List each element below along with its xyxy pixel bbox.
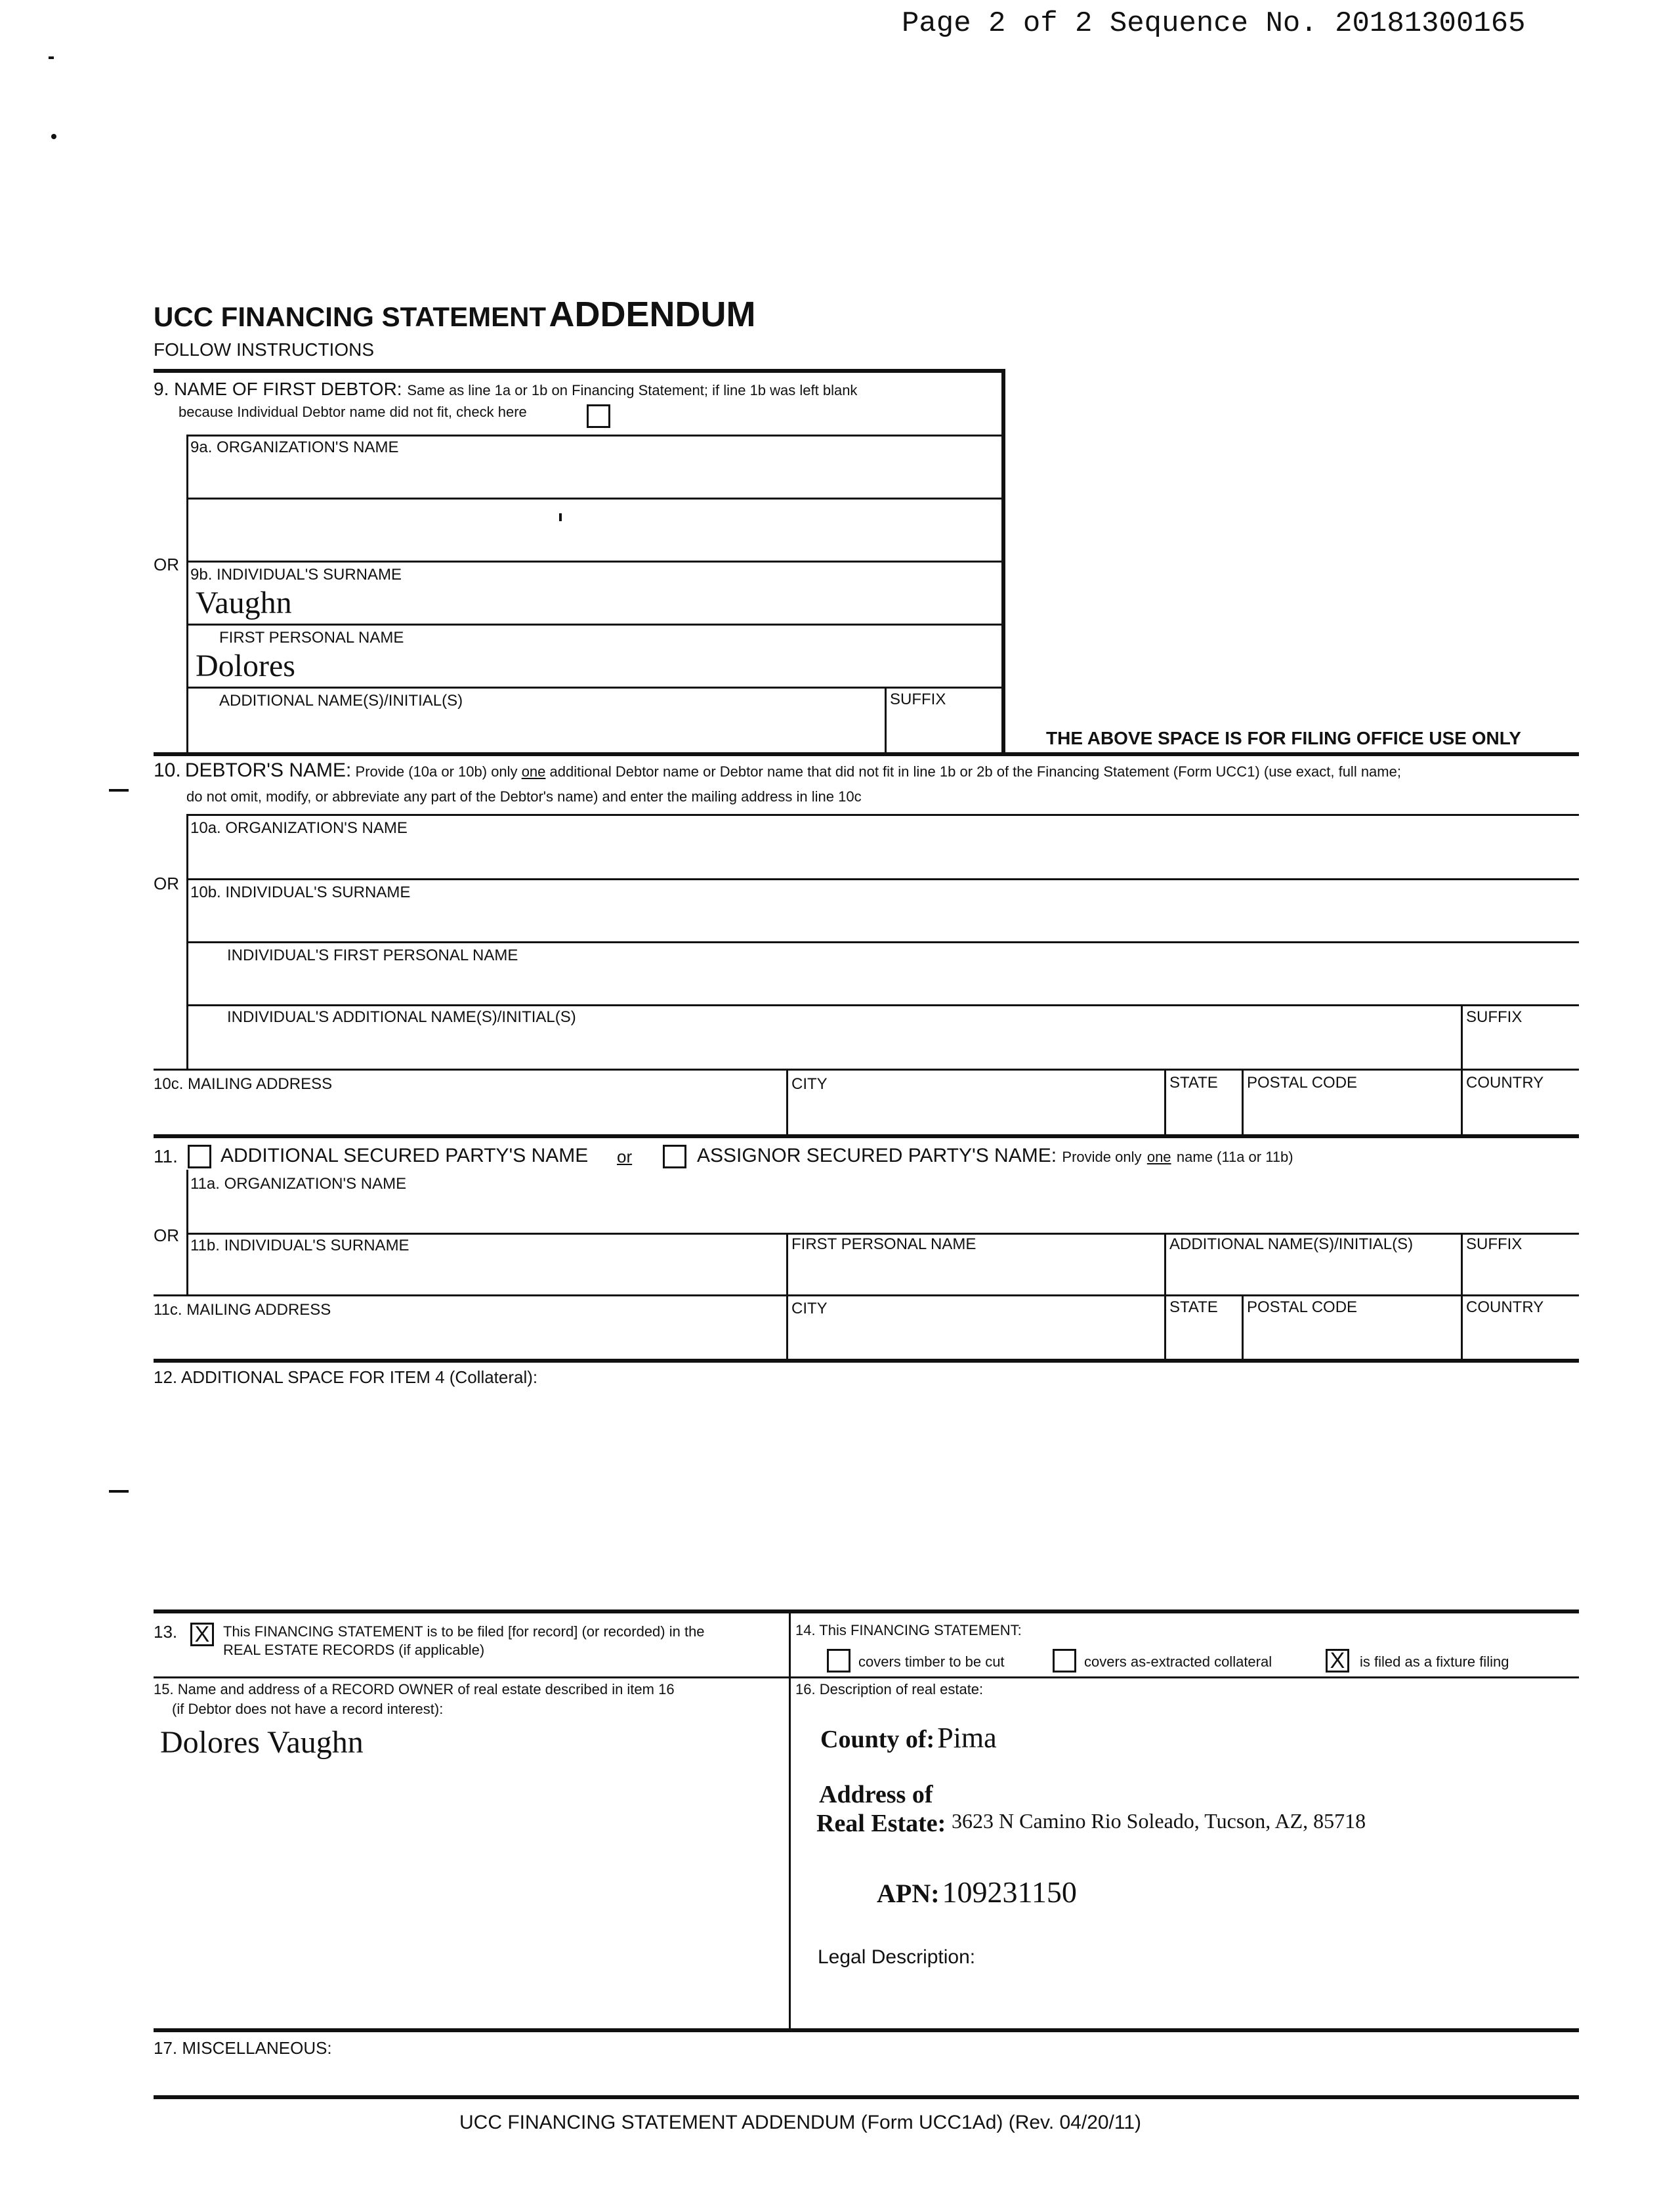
- or-label: OR: [154, 1225, 179, 1245]
- footer-rule: [154, 2095, 1579, 2099]
- form-title: [154, 294, 756, 335]
- scan-mark: [109, 1490, 129, 1493]
- rule: [786, 1070, 788, 1136]
- rule: [786, 1233, 788, 1360]
- item10-instruction-line2: do not omit, modify, or abbreviate any part of the Debtor's name) and enter the mailing address in line 10c: [186, 788, 862, 805]
- item10c-mailing-label: 10c. MAILING ADDRESS: [154, 1075, 333, 1093]
- item14-as-extracted-checkbox[interactable]: [1053, 1649, 1076, 1673]
- item10-number: 10.: [154, 759, 181, 781]
- item16-apn-value: 109231150: [942, 1875, 1077, 1909]
- rule: [186, 941, 1579, 943]
- rule: [186, 561, 1001, 563]
- item17-label: 17. MISCELLANEOUS:: [154, 2038, 332, 2058]
- office-use-notice: THE ABOVE SPACE IS FOR FILING OFFICE USE ONLY: [1046, 728, 1521, 748]
- rule: [789, 1612, 791, 2030]
- item11c-mailing-label: 11c. MAILING ADDRESS: [154, 1301, 331, 1319]
- form-title-addendum: ADDENDUM: [549, 295, 756, 334]
- item16-county-label: County of:: [820, 1726, 935, 1753]
- item14-timber-checkbox[interactable]: [827, 1649, 850, 1673]
- item13-number: 13.: [154, 1622, 178, 1642]
- item11-assignor-heading: [697, 1145, 1293, 1168]
- item11a-label: 11a. ORGANIZATION'S NAME: [190, 1175, 407, 1193]
- rule: [186, 1233, 1579, 1235]
- item11-additional-secured-party-label: ADDITIONAL SECURED PARTY'S NAME: [220, 1145, 589, 1166]
- item9-first-name-value: Dolores: [196, 649, 295, 683]
- item14-timber-label: covers timber to be cut: [858, 1653, 1005, 1670]
- item16-county-value: Pima: [937, 1722, 997, 1754]
- item10-suffix-label: SUFFIX: [1466, 1008, 1522, 1026]
- item11-instruction-emphasis: one: [1146, 1149, 1171, 1165]
- item14-fixture-checkbox[interactable]: X: [1326, 1649, 1349, 1673]
- item13-text-line2: REAL ESTATE RECORDS (if applicable): [223, 1642, 485, 1658]
- scan-mark: [51, 134, 56, 139]
- item9-title: NAME OF FIRST DEBTOR:: [174, 379, 402, 399]
- or-label: OR: [154, 555, 179, 574]
- item10c-postal-label: POSTAL CODE: [1247, 1074, 1358, 1092]
- follow-instructions: FOLLOW INSTRUCTIONS: [154, 339, 375, 360]
- page-sequence-header: Page 2 of 2 Sequence No. 20181300165: [902, 7, 1526, 40]
- item14-fixture-label: is filed as a fixture filing: [1360, 1653, 1509, 1670]
- item15-label-line1: 15. Name and address of a RECORD OWNER of real estate described in item 16: [154, 1681, 675, 1697]
- item9a-label: 9a. ORGANIZATION'S NAME: [190, 438, 399, 456]
- rule: [186, 814, 1579, 816]
- item12-label: 12. ADDITIONAL SPACE FOR ITEM 4 (Collateral):: [154, 1367, 538, 1387]
- rule: [154, 1069, 1579, 1071]
- rule: [186, 435, 188, 754]
- item10-instruction: Provide (10a or 10b) only: [355, 763, 518, 780]
- item11c-state-label: STATE: [1169, 1298, 1218, 1316]
- scan-mark: [109, 789, 129, 792]
- item11-instruction: name (11a or 11b): [1176, 1149, 1293, 1165]
- item11-assignor-label: ASSIGNOR SECURED PARTY'S NAME:: [697, 1145, 1057, 1166]
- item12-top-rule: [154, 1359, 1579, 1363]
- item9b-surname-value: Vaughn: [196, 586, 292, 620]
- item9-top-rule: [154, 369, 1005, 373]
- rule: [186, 1004, 1579, 1006]
- item10-top-rule: [154, 752, 1579, 756]
- item13-top-rule: [154, 1609, 1579, 1613]
- item9-instruction-line2: because Individual Debtor name did not fit, check here: [178, 404, 527, 420]
- item11-additional-names-label: ADDITIONAL NAME(S)/INITIAL(S): [1169, 1235, 1414, 1253]
- item9-suffix-label: SUFFIX: [890, 691, 946, 708]
- item9-instruction: Same as line 1a or 1b on Financing Statement; if line 1b was left blank: [407, 382, 858, 398]
- item15-record-owner-value: Dolores Vaughn: [160, 1725, 364, 1760]
- item16-address-label-2: Real Estate:: [816, 1810, 946, 1837]
- item11-or-word: or: [617, 1147, 633, 1166]
- item13-text-line1: This FINANCING STATEMENT is to be filed [for record] (or recorded) in the: [223, 1623, 705, 1640]
- rule: [1242, 1296, 1244, 1360]
- item9-additional-names-label: ADDITIONAL NAME(S)/INITIAL(S): [219, 692, 463, 710]
- item9-right-rule: [1001, 369, 1005, 754]
- item11b-label: 11b. INDIVIDUAL'S SURNAME: [190, 1237, 410, 1254]
- item11-first-name-label: FIRST PERSONAL NAME: [791, 1235, 976, 1253]
- item11c-city-label: CITY: [791, 1300, 828, 1317]
- scan-mark: [49, 56, 54, 59]
- rule: [1461, 1233, 1463, 1360]
- form-title-main: UCC FINANCING STATEMENT: [154, 301, 547, 332]
- item16-apn: [877, 1875, 1077, 1909]
- item11c-country-label: COUNTRY: [1466, 1298, 1544, 1316]
- item9-heading: [154, 378, 857, 402]
- item10a-label: 10a. ORGANIZATION'S NAME: [190, 819, 408, 837]
- item10-additional-names-label: INDIVIDUAL'S ADDITIONAL NAME(S)/INITIAL(S): [227, 1008, 576, 1026]
- item11c-postal-label: POSTAL CODE: [1247, 1298, 1358, 1316]
- rule: [1164, 1233, 1166, 1360]
- rule: [154, 1676, 1579, 1678]
- item11-number: 11.: [154, 1146, 178, 1166]
- item9-number: 9.: [154, 379, 169, 399]
- rule: [186, 498, 1001, 500]
- item16-county: [820, 1721, 997, 1755]
- item10c-country-label: COUNTRY: [1466, 1074, 1544, 1092]
- item10-instruction: additional Debtor name or Debtor name that did not fit in line 1b or 2b of the Financing Statement (Form UCC1) (use exact, full name;: [549, 763, 1401, 780]
- item16-label: 16. Description of real estate:: [795, 1681, 984, 1697]
- item11-top-rule: [154, 1134, 1579, 1138]
- item9-checkbox[interactable]: [587, 404, 610, 428]
- scan-mark: [559, 513, 562, 521]
- item10-title: DEBTOR'S NAME:: [184, 759, 352, 781]
- item16-address-label-1: Address of: [819, 1781, 933, 1808]
- item9b-label: 9b. INDIVIDUAL'S SURNAME: [190, 566, 402, 584]
- item15-label-line2: (if Debtor does not have a record interest):: [172, 1701, 444, 1717]
- item17-top-rule: [154, 2028, 1579, 2032]
- item13-checkbox[interactable]: X: [190, 1623, 214, 1646]
- rule: [186, 435, 1001, 437]
- item10-instruction-emphasis: one: [521, 763, 546, 780]
- item10c-city-label: CITY: [791, 1075, 828, 1093]
- item14-as-extracted-label: covers as-extracted collateral: [1084, 1653, 1272, 1670]
- item10c-state-label: STATE: [1169, 1074, 1218, 1092]
- rule: [1242, 1070, 1244, 1136]
- item10-first-name-label: INDIVIDUAL'S FIRST PERSONAL NAME: [227, 947, 518, 964]
- item16-apn-label: APN:: [877, 1879, 940, 1908]
- item16-legal-description-label: Legal Description:: [818, 1946, 976, 1968]
- rule: [186, 687, 1001, 689]
- item11-additional-secured-party-checkbox[interactable]: [188, 1145, 211, 1168]
- form-footer: UCC FINANCING STATEMENT ADDENDUM (Form UCC1Ad) (Rev. 04/20/11): [459, 2112, 1142, 2133]
- item10-heading: [154, 761, 1401, 781]
- item11-instruction: Provide only: [1062, 1149, 1142, 1165]
- item9-first-name-label: FIRST PERSONAL NAME: [219, 629, 404, 647]
- item14-label: 14. This FINANCING STATEMENT:: [795, 1622, 1022, 1638]
- item16-address-value: 3623 N Camino Rio Soleado, Tucson, AZ, 85718: [952, 1809, 1366, 1833]
- item11-suffix-label: SUFFIX: [1466, 1235, 1522, 1253]
- item11-assignor-secured-party-checkbox[interactable]: [663, 1145, 686, 1168]
- rule: [885, 687, 887, 754]
- rule: [1164, 1070, 1166, 1136]
- rule: [154, 1294, 1579, 1296]
- or-label: OR: [154, 874, 179, 893]
- rule: [186, 624, 1001, 626]
- rule: [186, 878, 1579, 880]
- item10b-label: 10b. INDIVIDUAL'S SURNAME: [190, 884, 411, 901]
